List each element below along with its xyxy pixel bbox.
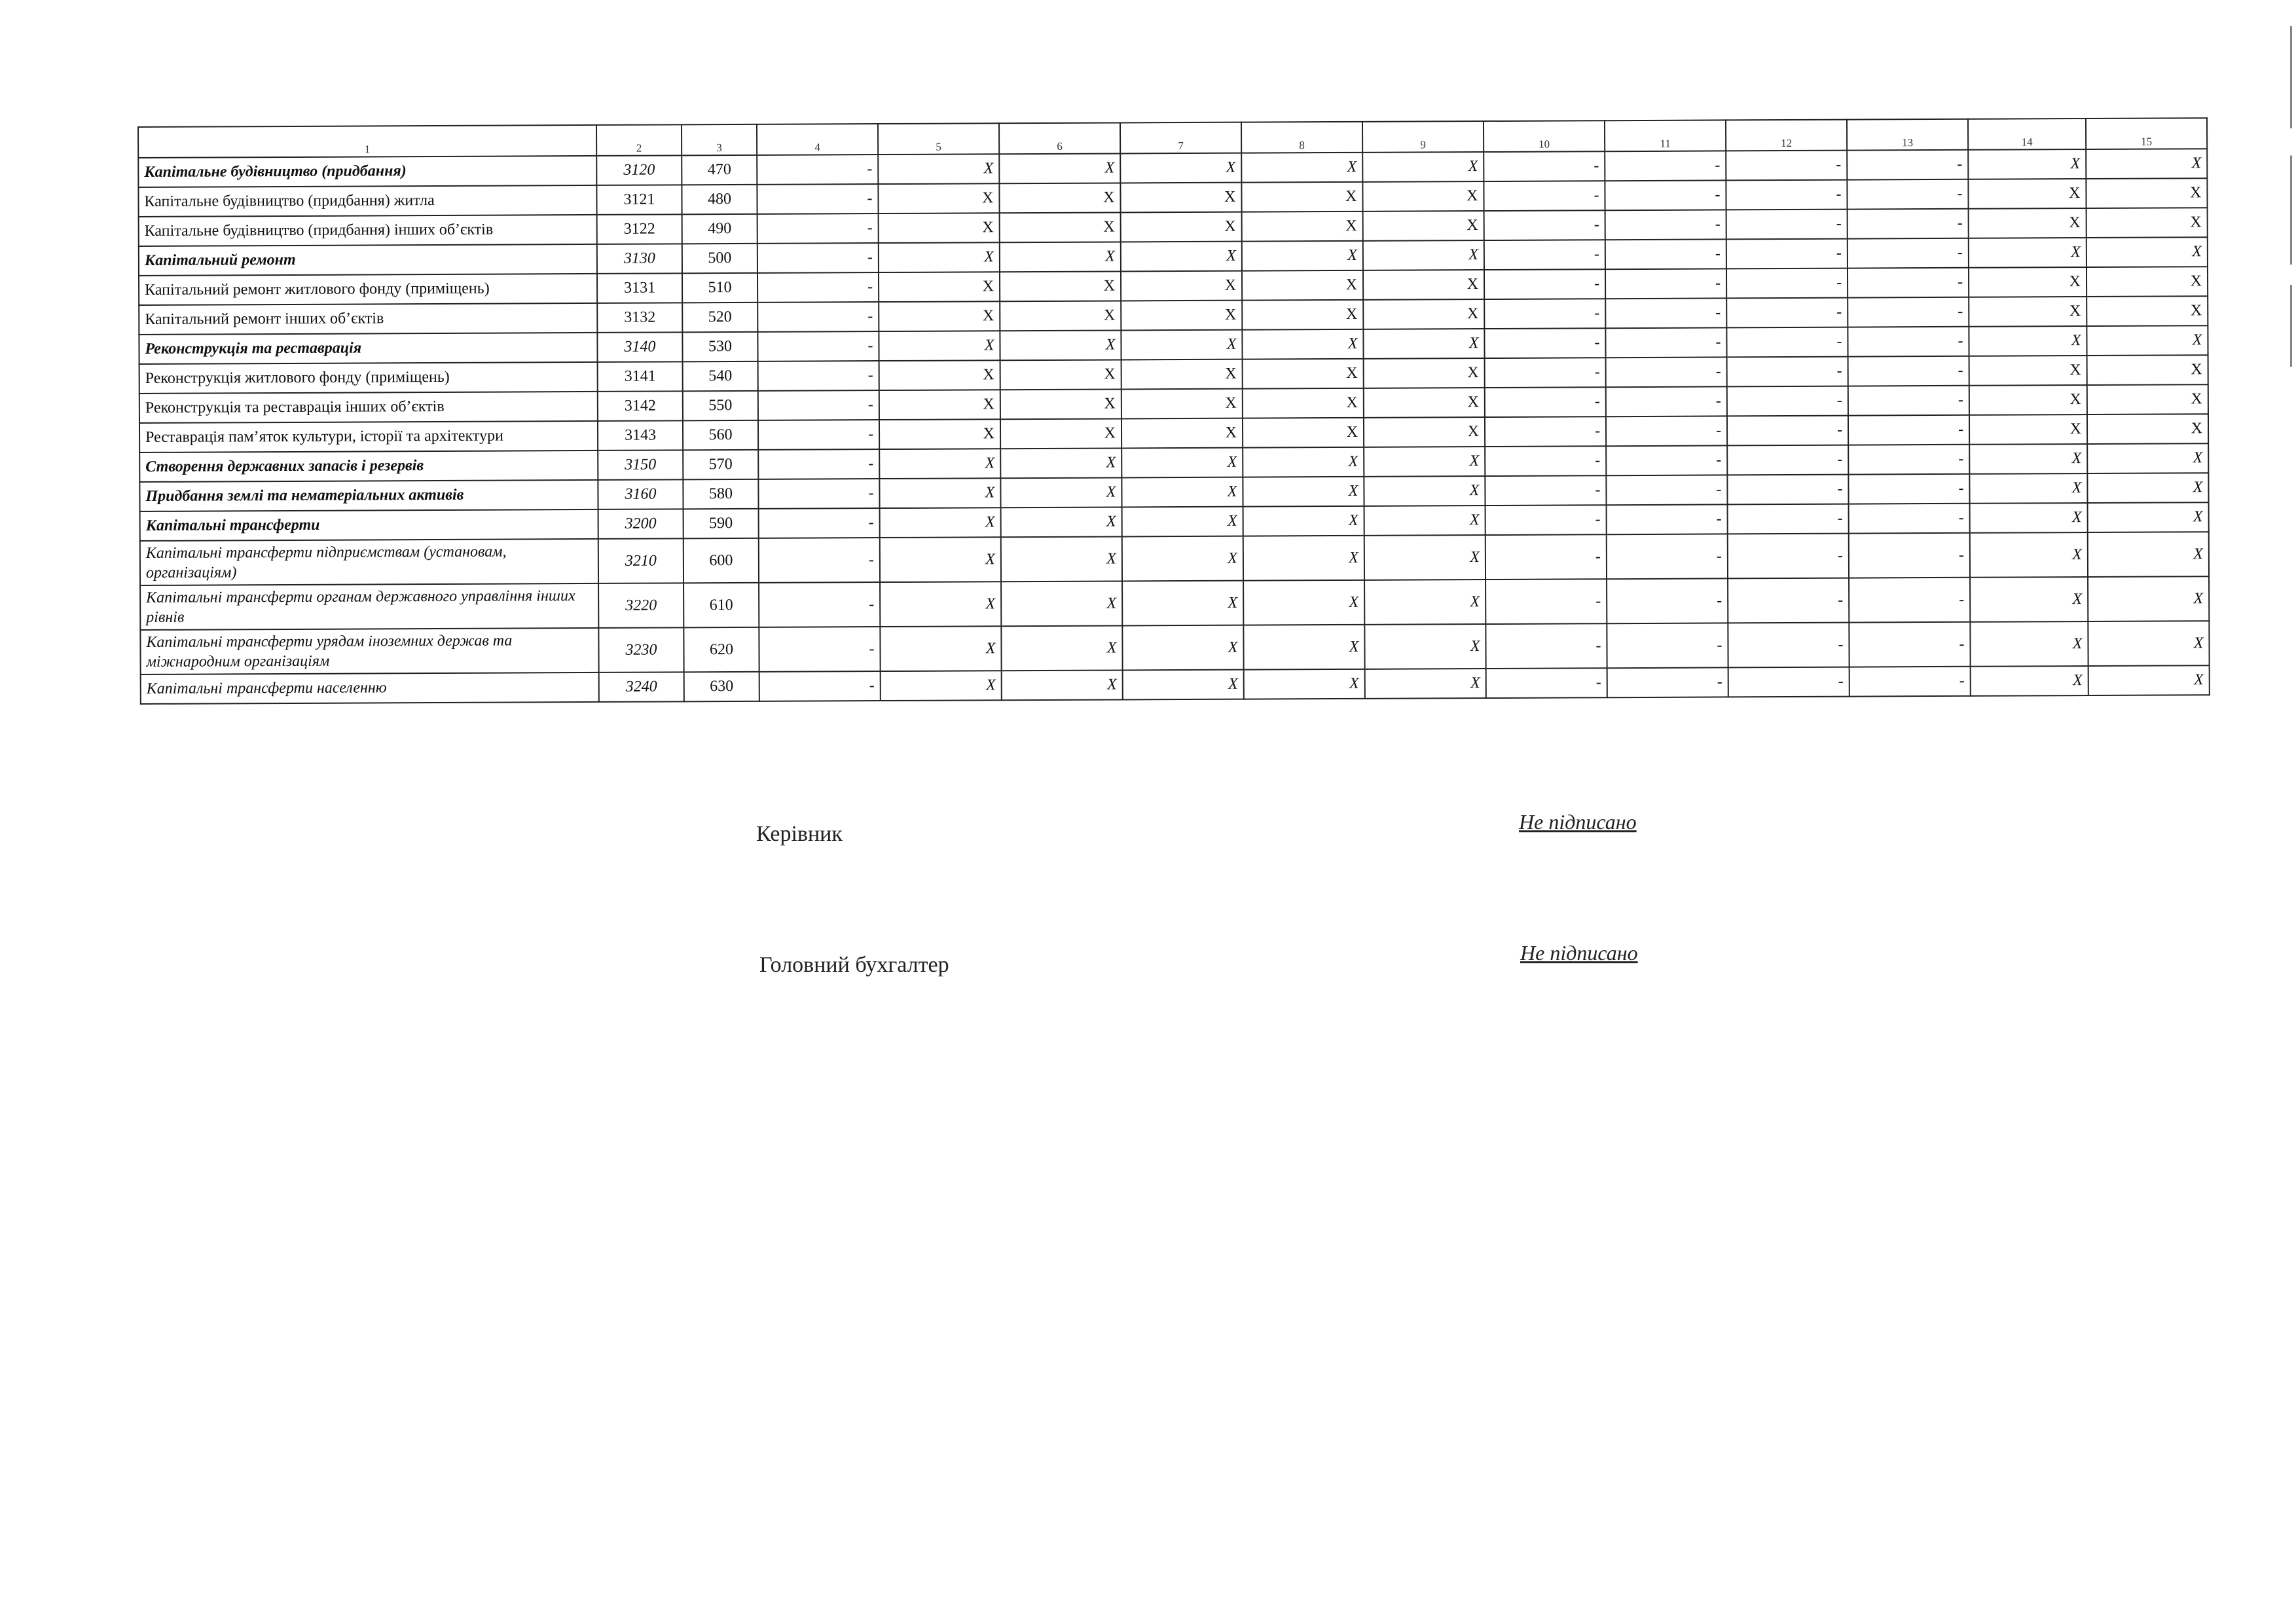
row-name: Капітальні трансферти bbox=[140, 509, 598, 541]
cell-not-applicable: X bbox=[1364, 506, 1485, 536]
column-number-5: 5 bbox=[878, 123, 999, 155]
cell-empty-value: - bbox=[1605, 268, 1726, 299]
column-number-11: 11 bbox=[1605, 120, 1726, 151]
cell-not-applicable: X bbox=[1969, 208, 2086, 238]
row-kekv-code: 3120 bbox=[596, 155, 682, 185]
cell-empty-value: - bbox=[1727, 416, 1848, 446]
cell-not-applicable: X bbox=[1364, 447, 1485, 477]
cell-not-applicable: X bbox=[1969, 473, 2087, 504]
cell-not-applicable: X bbox=[1243, 580, 1364, 625]
row-name: Реставрація пам’яток культури, історії та архітектури bbox=[139, 421, 598, 452]
cell-not-applicable: X bbox=[1364, 476, 1485, 506]
cell-not-applicable: X bbox=[880, 537, 1001, 582]
cell-empty-value: - bbox=[1485, 505, 1607, 535]
cell-not-applicable: X bbox=[1364, 388, 1485, 418]
cell-not-applicable: X bbox=[1968, 149, 2086, 179]
cell-not-applicable: X bbox=[1121, 389, 1243, 419]
cell-not-applicable: X bbox=[1969, 444, 2087, 474]
cell-not-applicable: X bbox=[1971, 666, 2088, 696]
cell-not-applicable: X bbox=[1243, 447, 1364, 477]
cell-empty-value: - bbox=[1850, 667, 1971, 697]
row-kekv-code: 3132 bbox=[597, 303, 682, 333]
cell-empty-value: - bbox=[1606, 475, 1727, 505]
cell-not-applicable: X bbox=[1122, 536, 1243, 581]
cell-empty-value: - bbox=[1606, 416, 1727, 446]
cell-not-applicable: X bbox=[1363, 329, 1484, 359]
column-number-4: 4 bbox=[757, 124, 878, 155]
row-name: Капітальне будівництво (придбання) житла bbox=[138, 185, 596, 217]
row-kekv-code: 3122 bbox=[597, 214, 682, 244]
cell-not-applicable: X bbox=[1001, 581, 1122, 626]
director-signature-status: Не підписано bbox=[1519, 810, 1637, 834]
cell-not-applicable: X bbox=[2087, 414, 2208, 444]
cell-not-applicable: X bbox=[1365, 669, 1486, 699]
cell-empty-value: - bbox=[1728, 534, 1849, 579]
cell-not-applicable: X bbox=[1002, 670, 1123, 700]
cell-not-applicable: X bbox=[879, 390, 1000, 420]
cell-not-applicable: X bbox=[1243, 418, 1364, 448]
cell-empty-value: - bbox=[1484, 269, 1605, 299]
cell-not-applicable: X bbox=[999, 183, 1120, 213]
cell-not-applicable: X bbox=[1000, 418, 1121, 449]
cell-not-applicable: X bbox=[1969, 326, 2086, 356]
cell-empty-value: - bbox=[1605, 327, 1726, 358]
cell-empty-value: - bbox=[1847, 150, 1968, 180]
cell-not-applicable: X bbox=[879, 360, 1000, 390]
cell-not-applicable: X bbox=[1000, 389, 1121, 419]
cell-empty-value: - bbox=[759, 508, 880, 538]
cell-not-applicable: X bbox=[1000, 330, 1121, 360]
cell-not-applicable: X bbox=[1364, 624, 1485, 669]
cell-empty-value: - bbox=[759, 538, 880, 583]
cell-empty-value: - bbox=[758, 361, 879, 391]
cell-not-applicable: X bbox=[2086, 149, 2207, 179]
cell-not-applicable: X bbox=[2087, 473, 2208, 503]
cell-empty-value: - bbox=[1726, 327, 1848, 358]
cell-not-applicable: X bbox=[2088, 665, 2210, 695]
cell-not-applicable: X bbox=[2088, 532, 2209, 577]
cell-empty-value: - bbox=[1485, 579, 1607, 624]
capital-expenditure-table bbox=[137, 117, 2210, 705]
cell-not-applicable: X bbox=[1244, 669, 1365, 699]
cell-empty-value: - bbox=[1485, 387, 1606, 417]
cell-empty-value: - bbox=[757, 155, 878, 185]
row-line-code: 470 bbox=[682, 155, 757, 185]
cell-not-applicable: X bbox=[1121, 418, 1243, 449]
cell-not-applicable: X bbox=[1364, 580, 1485, 625]
cell-not-applicable: X bbox=[879, 242, 1000, 272]
cell-not-applicable: X bbox=[1121, 242, 1242, 272]
cell-not-applicable: X bbox=[2087, 355, 2208, 385]
row-line-code: 590 bbox=[683, 509, 759, 539]
column-number-13: 13 bbox=[1847, 119, 1968, 151]
cell-not-applicable: X bbox=[2086, 237, 2208, 267]
cell-empty-value: - bbox=[1849, 622, 1970, 667]
row-line-code: 500 bbox=[682, 244, 757, 274]
cell-empty-value: - bbox=[757, 213, 879, 244]
cell-empty-value: - bbox=[1485, 358, 1606, 388]
cell-empty-value: - bbox=[1485, 475, 1606, 506]
row-name: Капітальні трансферти органам державного управління інших рівнів bbox=[140, 583, 598, 630]
row-name: Капітальне будівництво (придбання) інших об’єктів bbox=[139, 215, 597, 246]
cell-not-applicable: X bbox=[2086, 296, 2208, 326]
row-kekv-code: 3200 bbox=[598, 509, 683, 539]
cell-empty-value: - bbox=[1485, 534, 1607, 580]
cell-not-applicable: X bbox=[1969, 238, 2086, 268]
cell-empty-value: - bbox=[1848, 474, 1969, 504]
cell-not-applicable: X bbox=[1121, 477, 1243, 507]
row-name: Капітальне будівництво (придбання) bbox=[138, 156, 596, 187]
row-name: Капітальний ремонт житлового фонду (приміщень) bbox=[139, 274, 597, 305]
cell-not-applicable: X bbox=[1121, 212, 1242, 242]
cell-not-applicable: X bbox=[878, 183, 999, 213]
row-name: Капітальні трансферти урядам іноземних держав та міжнародним організаціям bbox=[140, 628, 598, 674]
cell-empty-value: - bbox=[1848, 327, 1969, 357]
cell-empty-value: - bbox=[1486, 668, 1607, 698]
cell-empty-value: - bbox=[1848, 238, 1969, 268]
cell-not-applicable: X bbox=[880, 581, 1001, 627]
cell-empty-value: - bbox=[1605, 239, 1726, 269]
report-sheet bbox=[137, 117, 2210, 705]
cell-not-applicable: X bbox=[1363, 270, 1484, 300]
cell-empty-value: - bbox=[757, 272, 879, 303]
cell-empty-value: - bbox=[1847, 179, 1968, 210]
row-line-code: 560 bbox=[683, 420, 758, 451]
cell-empty-value: - bbox=[1848, 415, 1969, 445]
cell-empty-value: - bbox=[1728, 504, 1849, 534]
column-number-9: 9 bbox=[1362, 121, 1484, 153]
chief-accountant-label: Головний бухгалтер bbox=[759, 953, 949, 977]
cell-not-applicable: X bbox=[1120, 183, 1241, 213]
cell-not-applicable: X bbox=[1001, 625, 1122, 671]
cell-empty-value: - bbox=[1849, 578, 1970, 623]
cell-not-applicable: X bbox=[879, 301, 1000, 331]
cell-empty-value: - bbox=[1485, 623, 1607, 669]
cell-not-applicable: X bbox=[1364, 417, 1485, 447]
cell-not-applicable: X bbox=[1364, 358, 1485, 388]
cell-empty-value: - bbox=[1726, 298, 1848, 328]
cell-not-applicable: X bbox=[879, 272, 1000, 302]
row-kekv-code: 3230 bbox=[598, 627, 683, 673]
cell-not-applicable: X bbox=[1969, 356, 2087, 386]
cell-not-applicable: X bbox=[1122, 581, 1243, 626]
cell-empty-value: - bbox=[1484, 299, 1605, 329]
cell-not-applicable: X bbox=[1001, 507, 1122, 537]
column-number-15: 15 bbox=[2086, 118, 2207, 149]
column-number-14: 14 bbox=[1968, 119, 2086, 150]
row-line-code: 520 bbox=[682, 303, 757, 333]
cell-not-applicable: X bbox=[1242, 270, 1363, 301]
cell-not-applicable: X bbox=[879, 449, 1000, 479]
director-label: Керівник bbox=[756, 822, 843, 846]
cell-empty-value: - bbox=[757, 184, 878, 214]
cell-not-applicable: X bbox=[1122, 625, 1243, 671]
cell-empty-value: - bbox=[1848, 386, 1969, 416]
cell-not-applicable: X bbox=[1363, 240, 1484, 270]
cell-empty-value: - bbox=[1484, 240, 1605, 270]
cell-empty-value: - bbox=[759, 671, 881, 701]
cell-not-applicable: X bbox=[1120, 153, 1241, 183]
cell-empty-value: - bbox=[1726, 268, 1848, 299]
cell-not-applicable: X bbox=[1000, 212, 1121, 242]
cell-empty-value: - bbox=[1848, 356, 1969, 386]
cell-empty-value: - bbox=[1607, 667, 1728, 697]
cell-not-applicable: X bbox=[1243, 359, 1364, 389]
column-number-3: 3 bbox=[682, 124, 757, 156]
row-line-code: 550 bbox=[683, 391, 758, 421]
cell-not-applicable: X bbox=[1969, 385, 2087, 415]
cell-not-applicable: X bbox=[880, 626, 1001, 671]
cell-not-applicable: X bbox=[1363, 299, 1484, 329]
cell-empty-value: - bbox=[1605, 210, 1726, 240]
row-line-code: 570 bbox=[683, 450, 758, 480]
cell-not-applicable: X bbox=[878, 154, 999, 184]
row-kekv-code: 3130 bbox=[597, 244, 682, 274]
cell-not-applicable: X bbox=[1242, 329, 1363, 360]
cell-not-applicable: X bbox=[1243, 625, 1364, 670]
cell-empty-value: - bbox=[1848, 268, 1969, 298]
row-name: Реконструкція та реставрація інших об’єктів bbox=[139, 392, 598, 423]
row-kekv-code: 3140 bbox=[597, 332, 682, 362]
row-name: Придбання землі та нематеріальних активів bbox=[139, 480, 598, 511]
cell-not-applicable: X bbox=[1970, 503, 2088, 533]
cell-not-applicable: X bbox=[2086, 267, 2208, 297]
cell-empty-value: - bbox=[1849, 504, 1970, 534]
cell-empty-value: - bbox=[1727, 357, 1848, 387]
cell-not-applicable: X bbox=[1970, 621, 2088, 667]
row-name: Капітальний ремонт bbox=[139, 244, 597, 276]
cell-not-applicable: X bbox=[1362, 152, 1484, 182]
cell-not-applicable: X bbox=[1970, 532, 2088, 578]
cell-empty-value: - bbox=[1606, 386, 1727, 416]
cell-empty-value: - bbox=[1728, 623, 1849, 668]
cell-empty-value: - bbox=[1728, 578, 1849, 623]
cell-not-applicable: X bbox=[1121, 330, 1242, 360]
row-line-code: 620 bbox=[683, 627, 759, 673]
cell-empty-value: - bbox=[1605, 298, 1726, 328]
cell-not-applicable: X bbox=[1123, 670, 1244, 700]
cell-empty-value: - bbox=[1726, 180, 1847, 210]
column-number-12: 12 bbox=[1726, 120, 1847, 151]
row-kekv-code: 3141 bbox=[598, 361, 683, 392]
cell-not-applicable: X bbox=[879, 213, 1000, 243]
row-kekv-code: 3142 bbox=[598, 391, 683, 421]
cell-not-applicable: X bbox=[1969, 297, 2086, 327]
cell-empty-value: - bbox=[1726, 151, 1847, 181]
cell-not-applicable: X bbox=[1241, 182, 1362, 212]
cell-not-applicable: X bbox=[1242, 241, 1363, 271]
cell-not-applicable: X bbox=[1363, 211, 1484, 241]
cell-empty-value: - bbox=[1849, 533, 1970, 578]
cell-not-applicable: X bbox=[1242, 300, 1363, 330]
cell-not-applicable: X bbox=[1000, 301, 1121, 331]
cell-empty-value: - bbox=[758, 479, 879, 509]
cell-empty-value: - bbox=[1848, 445, 1969, 475]
cell-not-applicable: X bbox=[879, 419, 1000, 449]
row-line-code: 610 bbox=[683, 583, 759, 628]
cell-not-applicable: X bbox=[1243, 506, 1364, 536]
row-kekv-code: 3210 bbox=[598, 538, 683, 583]
cell-empty-value: - bbox=[1607, 623, 1728, 668]
cell-empty-value: - bbox=[1484, 328, 1605, 358]
cell-empty-value: - bbox=[1607, 534, 1728, 579]
cell-not-applicable: X bbox=[881, 671, 1002, 701]
cell-empty-value: - bbox=[758, 420, 879, 450]
row-kekv-code: 3220 bbox=[598, 583, 683, 628]
row-line-code: 540 bbox=[683, 361, 758, 392]
cell-not-applicable: X bbox=[1000, 448, 1121, 478]
cell-empty-value: - bbox=[757, 243, 879, 273]
row-kekv-code: 3160 bbox=[598, 479, 683, 509]
row-line-code: 530 bbox=[682, 332, 757, 362]
cell-empty-value: - bbox=[1727, 386, 1848, 416]
cell-not-applicable: X bbox=[1968, 179, 2086, 209]
cell-not-applicable: X bbox=[2086, 325, 2208, 356]
row-name: Реконструкція та реставрація bbox=[139, 333, 597, 364]
cell-empty-value: - bbox=[1848, 209, 1969, 239]
cell-not-applicable: X bbox=[879, 331, 1000, 361]
row-name: Реконструкція житлового фонду (приміщень) bbox=[139, 362, 598, 394]
cell-empty-value: - bbox=[758, 449, 879, 479]
cell-empty-value: - bbox=[1727, 445, 1848, 475]
row-kekv-code: 3131 bbox=[597, 273, 682, 303]
row-name: Створення державних запасів і резервів bbox=[139, 451, 598, 482]
row-kekv-code: 3121 bbox=[596, 185, 682, 215]
cell-not-applicable: X bbox=[1243, 477, 1364, 507]
cell-empty-value: - bbox=[757, 331, 879, 361]
cell-not-applicable: X bbox=[2086, 178, 2207, 208]
cell-not-applicable: X bbox=[1001, 536, 1122, 581]
cell-not-applicable: X bbox=[1970, 577, 2088, 622]
row-name: Капітальний ремонт інших об’єктів bbox=[139, 303, 597, 335]
row-line-code: 600 bbox=[683, 538, 759, 583]
column-number-7: 7 bbox=[1120, 122, 1241, 154]
cell-empty-value: - bbox=[1728, 667, 1850, 697]
cell-empty-value: - bbox=[758, 390, 879, 420]
cell-not-applicable: X bbox=[2088, 576, 2209, 621]
cell-empty-value: - bbox=[1605, 180, 1726, 210]
cell-not-applicable: X bbox=[1243, 536, 1364, 581]
cell-not-applicable: X bbox=[1121, 360, 1243, 390]
cell-not-applicable: X bbox=[1121, 301, 1242, 331]
column-number-8: 8 bbox=[1241, 122, 1362, 153]
column-number-1: 1 bbox=[138, 125, 596, 158]
row-name: Капітальні трансферти підприємствам (установам, організаціям) bbox=[140, 539, 598, 585]
cell-not-applicable: X bbox=[999, 153, 1120, 183]
cell-not-applicable: X bbox=[1969, 267, 2086, 297]
row-kekv-code: 3150 bbox=[598, 450, 683, 480]
cell-not-applicable: X bbox=[1969, 415, 2087, 445]
cell-empty-value: - bbox=[1607, 504, 1728, 534]
cell-not-applicable: X bbox=[2087, 443, 2208, 473]
cell-not-applicable: X bbox=[1122, 507, 1243, 537]
column-number-2: 2 bbox=[596, 124, 682, 156]
cell-not-applicable: X bbox=[1242, 212, 1363, 242]
cell-not-applicable: X bbox=[880, 507, 1001, 538]
cell-not-applicable: X bbox=[1000, 360, 1121, 390]
cell-not-applicable: X bbox=[2088, 502, 2209, 532]
cell-empty-value: - bbox=[1484, 210, 1605, 240]
cell-empty-value: - bbox=[1848, 297, 1969, 327]
cell-empty-value: - bbox=[1607, 578, 1728, 623]
cell-empty-value: - bbox=[1606, 445, 1727, 475]
row-kekv-code: 3240 bbox=[599, 672, 684, 702]
row-kekv-code: 3143 bbox=[598, 420, 683, 451]
cell-empty-value: - bbox=[1484, 181, 1605, 211]
row-name: Капітальні трансферти населенню bbox=[141, 673, 599, 704]
cell-empty-value: - bbox=[1605, 151, 1726, 181]
cell-empty-value: - bbox=[1484, 151, 1605, 181]
cell-empty-value: - bbox=[1485, 446, 1606, 476]
cell-empty-value: - bbox=[759, 627, 880, 672]
cell-empty-value: - bbox=[1726, 210, 1848, 240]
cell-empty-value: - bbox=[759, 582, 880, 627]
cell-not-applicable: X bbox=[1121, 448, 1243, 478]
cell-not-applicable: X bbox=[1000, 271, 1121, 301]
column-number-10: 10 bbox=[1484, 120, 1605, 152]
cell-empty-value: - bbox=[757, 302, 879, 332]
cell-empty-value: - bbox=[1606, 357, 1727, 387]
row-line-code: 580 bbox=[683, 479, 758, 509]
table-body bbox=[138, 149, 2210, 704]
cell-not-applicable: X bbox=[2086, 208, 2208, 238]
cell-not-applicable: X bbox=[2088, 621, 2209, 666]
cell-not-applicable: X bbox=[1243, 388, 1364, 418]
cell-empty-value: - bbox=[1727, 475, 1848, 505]
row-line-code: 510 bbox=[682, 273, 757, 303]
row-line-code: 480 bbox=[682, 185, 757, 215]
cell-not-applicable: X bbox=[1000, 477, 1121, 507]
row-line-code: 490 bbox=[682, 214, 757, 244]
cell-empty-value: - bbox=[1726, 239, 1848, 269]
cell-not-applicable: X bbox=[1364, 535, 1485, 580]
scan-margin-mark bbox=[2290, 26, 2292, 367]
cell-not-applicable: X bbox=[1362, 181, 1484, 212]
cell-not-applicable: X bbox=[2087, 384, 2208, 415]
cell-not-applicable: X bbox=[1000, 242, 1121, 272]
chief-accountant-signature-status: Не підписано bbox=[1520, 941, 1638, 965]
cell-not-applicable: X bbox=[1241, 153, 1362, 183]
cell-not-applicable: X bbox=[1121, 271, 1242, 301]
cell-empty-value: - bbox=[1485, 416, 1606, 447]
row-line-code: 630 bbox=[684, 672, 759, 702]
cell-not-applicable: X bbox=[879, 478, 1000, 508]
column-number-6: 6 bbox=[999, 122, 1120, 154]
